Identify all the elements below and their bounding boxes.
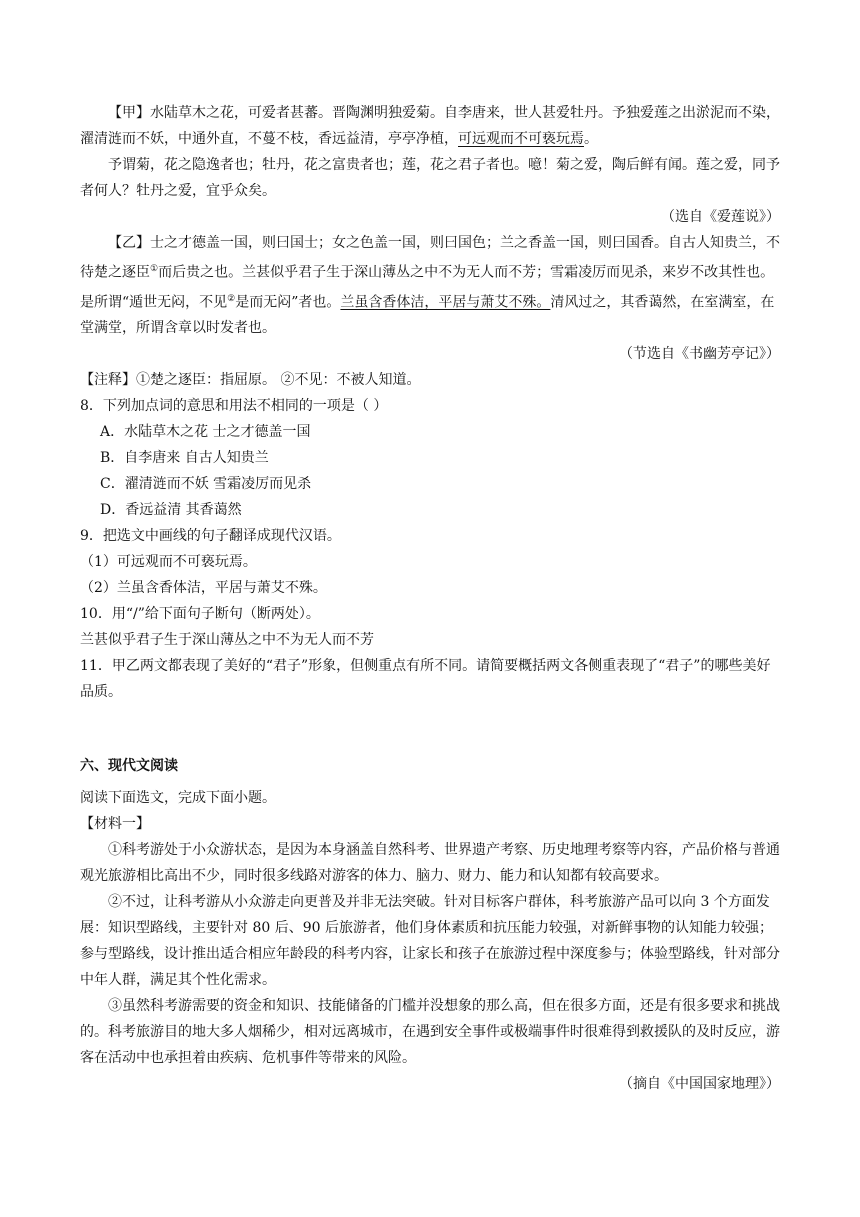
passage-jia-paragraph-1	[80, 100, 780, 152]
passage-yi-text-a: 【乙】士之才德盖一国，则曰国士；女之色盖一国，则曰国色；兰之香盖一国，则曰国香。自古人知贵兰，不待楚之逐臣	[80, 235, 780, 281]
section-6-instruction: 阅读下面选文，完成下面小题。	[80, 790, 276, 807]
passage-yi-text-d: 清风过之，其香蔼然，在室满室，在堂满堂，所谓含章以时发者也。	[80, 294, 775, 337]
question-8-option-a[interactable]: A．水陆草木之花 士之才德盖一国	[100, 424, 311, 441]
passage-jia-end: 。	[584, 131, 598, 147]
material-1-label: 【材料一】	[80, 816, 150, 833]
passage-jia-source: （选自《爱莲说》）	[661, 209, 780, 225]
passage-yi-text-c: 是而无闷”者也。	[235, 294, 341, 311]
question-9-stem: 9．把选文中画线的句子翻译成现代汉语。	[80, 528, 341, 545]
underlined-sentence-jia: 可远观而不可亵玩焉	[458, 131, 584, 147]
material-paragraph-2: ②不过，让科考游从小众游走向更普及并非无法突破。针对目标客户群体，科考旅游产品可以向 3 个方面发展：知识型路线，主要针对 80 后、90 后旅游者，他们身体素质和抗压能力较强，对新鲜事物的认知能力较强；参与型路线，设计推出适合相应年龄段的科考内容，让家长和孩子在旅游过程中深度参与；体验型路线，针对部分中年人群，满足其个性化需求。	[80, 894, 780, 989]
question-8-option-d[interactable]: D．香远益清 其香蔼然	[100, 502, 242, 519]
passage-jia-text: 【甲】水陆草木之花，可爱者甚蕃。晋陶渊明独爱菊。自李唐来，世人甚爱牡丹。予独爱莲之出淤泥而不染，濯清涟而不妖，中通外直，不蔓不枝，香远益清，亭亭净植，	[80, 105, 780, 147]
question-9-item-2: （2）兰虽含香体洁，平居与萧艾不殊。	[80, 580, 327, 597]
exam-page	[80, 100, 780, 1097]
question-8-option-b[interactable]: B．自李唐来 自古人知贵兰	[100, 450, 269, 467]
question-10-stem: 10．用“/”给下面句子断句（断两处）。	[80, 606, 320, 623]
section-6-title: 六、现代文阅读	[80, 758, 178, 775]
question-11-stem: 11．甲乙两文都表现了美好的“君子”形象，但侧重点有所不同。请简要概括两文各侧重表现了“君子”的哪些美好品质。	[80, 658, 771, 701]
footnote-marker-2: ②	[227, 293, 236, 304]
material-source: （摘自《中国国家地理》）	[619, 1076, 780, 1093]
passage-yi-paragraph	[80, 230, 780, 341]
annotation-notes: 【注释】①楚之逐臣：指屈原。 ②不见：不被人知道。	[80, 372, 421, 389]
question-10-sentence: 兰甚似乎君子生于深山薄丛之中不为无人而不芳	[80, 632, 374, 649]
underlined-sentence-yi: 兰虽含香体洁，平居与萧艾不殊。	[340, 294, 551, 311]
question-8-stem: 8．下列加点词的意思和用法不相同的一项是（ ）	[80, 398, 388, 415]
material-paragraph-3: ③虽然科考游需要的资金和知识、技能储备的门槛并没想象的那么高，但在很多方面，还是有很多要求和挑战的。科考旅游目的地大多人烟稀少，相对远离城市，在遇到安全事件或极端事件时很难得到救援队的及时反应，游客在活动中也承担着由疾病、危机事件等带来的风险。	[80, 998, 780, 1067]
section-spacer	[80, 705, 780, 753]
passage-yi-text-b: 而后贵之也。兰甚似乎君子生于深山薄丛之中不为无人而不芳；雪霜凌厉而见杀，来岁不改其性也。是所谓“遁世无闷，不见	[80, 264, 775, 311]
passage-yi-source: （节选自《书幽芳亭记》）	[619, 346, 780, 363]
question-9-item-1: （1）可远观而不可亵玩焉。	[80, 554, 257, 571]
passage-jia-paragraph-2: 予谓菊，花之隐逸者也；牡丹，花之富贵者也；莲，花之君子者也。噫！菊之爱，陶后鲜有闻。莲之爱，同予者何人？牡丹之爱，宜乎众矣。	[80, 157, 780, 199]
material-paragraph-1: ①科考游处于小众游状态，是因为本身涵盖自然科考、世界遗产考察、历史地理考察等内容，产品价格与普通观光旅游相比高出不少，同时很多线路对游客的体力、脑力、财力、能力和认知都有较高要求。	[80, 842, 780, 885]
question-8-option-c[interactable]: C．濯清涟而不妖 雪霜凌厉而见杀	[100, 476, 312, 493]
footnote-marker-1: ①	[150, 264, 159, 274]
